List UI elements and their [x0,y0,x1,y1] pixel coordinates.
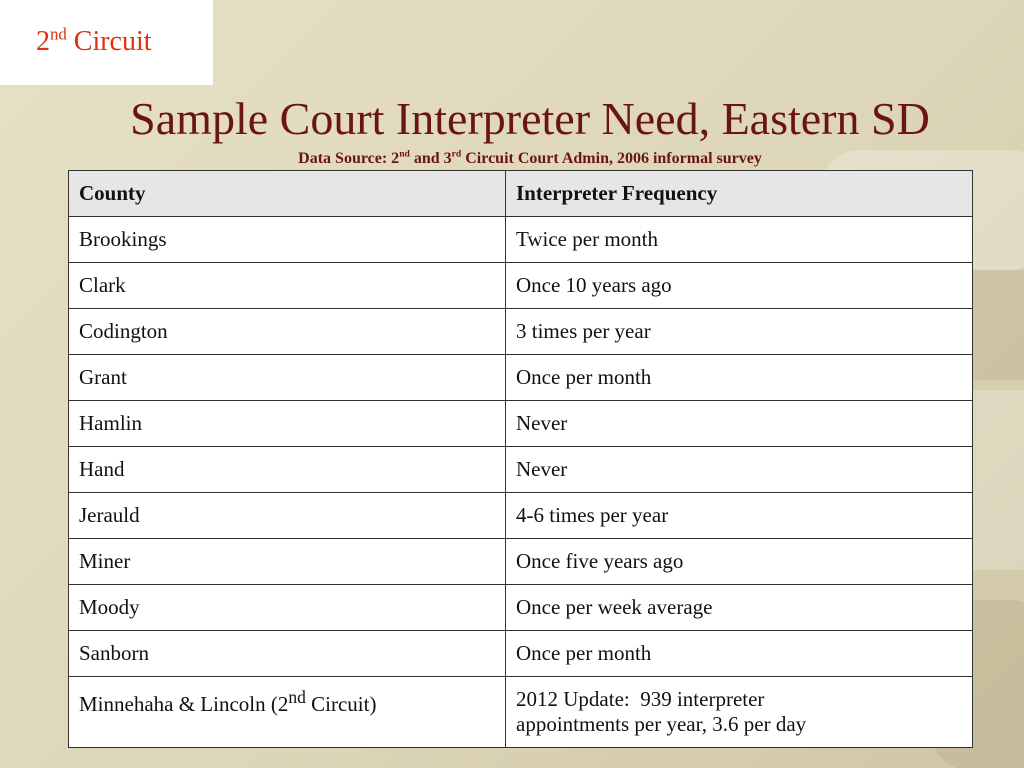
county-prefix: Minnehaha & Lincoln (2 [79,692,289,716]
frequency-cell: Once per month [506,355,973,401]
table-row [69,217,973,263]
frequency-cell: 3 times per year [506,309,973,355]
county-cell: Hand [69,447,506,493]
county-cell [69,677,506,748]
county-ordinal: nd [288,687,306,707]
county-cell: Jerauld [69,493,506,539]
table-row [69,263,973,309]
frequency-line-2: appointments per year, 3.6 per day [516,712,807,736]
table-row [69,401,973,447]
circuit-word: Circuit [73,26,152,57]
county-cell: Moody [69,585,506,631]
frequency-cell: Never [506,447,973,493]
table-row [69,585,973,631]
frequency-line-1: 2012 Update: 939 interpreter [516,687,765,711]
county-cell: Sanborn [69,631,506,677]
subtitle-mid: and 3 [409,150,452,167]
county-cell: Codington [69,309,506,355]
frequency-header: Interpreter Frequency [506,171,973,217]
circuit-label [36,26,152,58]
frequency-cell: Never [506,401,973,447]
circuit-label-box [0,0,213,85]
frequency-cell: Once per week average [506,585,973,631]
table-row [69,493,973,539]
table-row [69,631,973,677]
circuit-ordinal: nd [50,24,67,44]
county-cell: Clark [69,263,506,309]
circuit-number: 2 [36,26,50,57]
frequency-cell [506,677,973,748]
frequency-cell: 4-6 times per year [506,493,973,539]
table-row-last [69,677,973,748]
frequency-cell: Once per month [506,631,973,677]
subtitle-prefix: Data Source: 2 [298,150,400,167]
frequency-cell: Twice per month [506,217,973,263]
county-cell: Brookings [69,217,506,263]
subtitle-rest: Circuit Court Admin, 2006 informal survey [461,150,762,167]
county-cell: Grant [69,355,506,401]
subtitle-sup-rd: rd [451,148,462,160]
table-row [69,309,973,355]
frequency-cell: Once 10 years ago [506,263,973,309]
interpreter-frequency-table [68,170,973,748]
table-header-row [69,171,973,217]
subtitle-sup-nd: nd [399,148,410,160]
table-row [69,355,973,401]
frequency-cell: Once five years ago [506,539,973,585]
county-cell: Hamlin [69,401,506,447]
slide-title: Sample Court Interpreter Need, Eastern SD [130,93,930,144]
table-row [69,539,973,585]
county-cell: Miner [69,539,506,585]
table-row [69,447,973,493]
county-suffix: Circuit) [305,692,377,716]
county-header: County [69,171,506,217]
data-source-subtitle [0,150,1024,168]
